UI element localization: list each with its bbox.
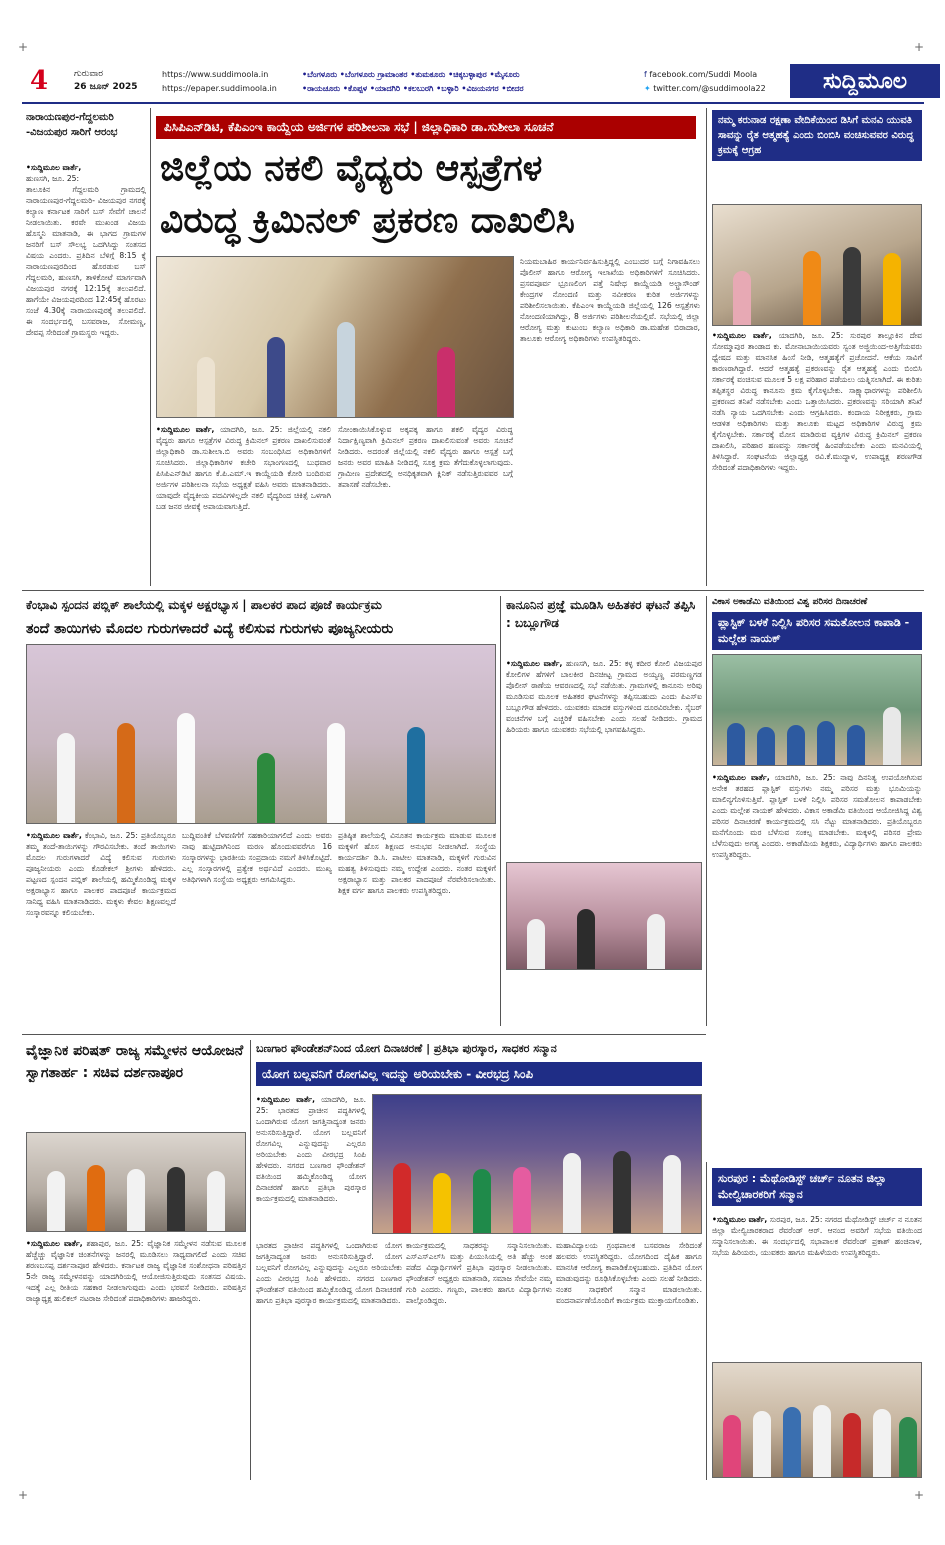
- photo-figure: [817, 721, 835, 765]
- photo-figure: [577, 909, 595, 969]
- photo-figure: [563, 1153, 581, 1233]
- dateline: ಯಾದಗಿರಿ, ಜೂ. 25:: [774, 773, 836, 782]
- story-right-top-headline: ನಮ್ಮ ಕರುನಾಡ ರಕ್ಷಣಾ ವೇದಿಕೆಯಿಂದ ಡಿಸಿಗೆ ಮನವಿ ಯುವತಿ ಸಾವನ್ನು ರೈತ ಆತ್ಮಹತ್ಯೆ ಎಂದು ಬಿಂಬಿಸಿ ವಂಚಿಸುವವರ ವಿರುದ್ಧ ಕ್ರಮಕ್ಕೆ ಆಗ್ರಹ: [712, 110, 922, 161]
- photo-figure: [663, 1155, 681, 1233]
- photo-figure: [883, 707, 901, 765]
- story-right-top-photo: [712, 204, 922, 326]
- byline: •ಸುದ್ದಿಮೂಲ ವಾರ್ತೆ,: [712, 773, 770, 782]
- photo-figure: [177, 713, 195, 823]
- photo-figure: [843, 1413, 861, 1477]
- photo-figure: [733, 271, 751, 325]
- dateline: ಸುರಪುರ, ಜೂ. 25:: [769, 1215, 823, 1224]
- story-text: ವೈಜ್ಞಾನಿಕ ಸಮ್ಮೇಳನ ನಡೆಸುವ ಮೂಲಕ ಹೆಚ್ಚೆಚ್ಚು ವೈಜ್ಞಾನಿಕ ಚಿಂತನೆಗಳನ್ನು ಜನರಲ್ಲಿ ಮೂಡಿಸಲು ಸಾಧ್ಯವಾಗಲಿದೆ ಎಂದು ಸಚಿವ ಶರಣಬಸಪ್ಪ ದರ್ಶನಾಪೂರ ಹೇಳಿದರು. ಕರ್ನಾಟಕ ರಾಜ್ಯ ವೈಜ್ಞಾನಿಕ ಸಂಶೋಧನಾ ಪರಿಷತ್ತಿನ 5ನೇ ರಾಜ್ಯ ಸಮ್ಮೇಳನವನ್ನು ಯಾದಗಿರಿಯಲ್ಲಿ ಆಯೋಜಿಸುತ್ತಿರುವುದು ಸಂತಸದ ವಿಷಯ. ಇದಕ್ಕೆ ಎಲ್ಲ ರೀತಿಯ ಸಹಕಾರ ನೀಡಲಾಗುವುದು ಎಂದು ಭರವಸೆ ನೀಡಿದರು. ಪರಿಷತ್ತಿನ ರಾಜ್ಯಾಧ್ಯಕ್ಷ ಹುಲಿಕಲ್ ನಟರಾಜ ಸೇರಿದಂತೆ ಪದಾಧಿಕಾರಿಗಳು ಹಾಜರಿದ್ದರು.: [26, 1239, 246, 1303]
- photo-figure: [117, 723, 135, 823]
- story-mid-left-headline: ತಂದೆ ತಾಯಿಗಳು ಮೊದಲ ಗುರುಗಳಾದರೆ ವಿದ್ಯೆ ಕಲಿಸುವ ಗುರುಗಳು ಪೂಜ್ಯನೀಯರು: [26, 621, 394, 637]
- story-text: ನಗರದ ಮೆಥೋಡಿಸ್ಟ್ ಚರ್ಚ್ ನ ನೂತನ ಜಿಲ್ಲಾ ಮೇಲ್ವಿಚಾರಕರಾದ ರೆವರೆಂಡ್ ಆರ್. ಆನಂದ ಅವರಿಗೆ ಸಭೆಯ ವತಿಯಿಂದ ಸನ್ಮಾನಿಸಲಾಯಿತು. ಈ ಸಂದರ್ಭದಲ್ಲಿ ಸಭಾಪಾಲಕ ರೆವರೆಂಡ್ ಪ್ರಕಾಶ್ ಹಂಚಿನಾಳ, ಸಭೆಯ ಹಿರಿಯರು, ಯುವಕರು ಹಾಗೂ ಮಹಿಳೆಯರು ಉಪಸ್ಥಿತರಿದ್ದರು.: [712, 1215, 922, 1257]
- story-mid-right-body: [712, 772, 922, 1156]
- byline: •ಸುದ್ದಿಮೂಲ ವಾರ್ತೆ,: [26, 1239, 83, 1248]
- dateline: ಯಾದಗಿರಿ, ಜೂ. 25:: [220, 425, 283, 434]
- story-mid-left-kicker: ಕೆಂಭಾವಿ ಸ್ಪಂದನ ಪಬ್ಲಿಕ್ ಶಾಲೆಯಲ್ಲಿ ಮಕ್ಕಳ ಅಕ್ಷರಭ್ಯಾಸ | ಪಾಲಕರ ಪಾದ ಪೂಜೆ ಕಾರ್ಯಕ್ರಮ: [26, 598, 382, 612]
- photo-figure: [847, 725, 865, 765]
- photo-figure: [873, 1409, 891, 1477]
- photo-figure: [613, 1151, 631, 1233]
- dateline: ಕೆಂಭಾವಿ, ಜೂ. 25:: [84, 831, 138, 840]
- story-mid-center-headline: ಕಾನೂನಿನ ಪ್ರಜ್ಞೆ ಮೂಡಿಸಿ ಅಹಿತಕರ ಘಟನೆ ತಪ್ಪಿಸಿ : ಬಬ್ಲೂಗೌಡ: [506, 598, 696, 630]
- photo-figure: [267, 337, 285, 417]
- story-bottom-left-headline: ವೈಜ್ಞಾನಿಕ ಪರಿಷತ್ ರಾಜ್ಯ ಸಮ್ಮೇಳನ ಆಯೋಜನೆ ಸ್ವಾಗತಾರ್ಹ : ಸಚಿವ ದರ್ಶನಾಪೂರ: [26, 1043, 244, 1081]
- brand-logo: ಸುದ್ದಿಮೂಲ: [790, 64, 940, 98]
- story-mid-right-kicker: ವಿಕಾಸ ಅಕಾಡೆಮಿ ವತಿಯಿಂದ ವಿಶ್ವ ಪರಿಸರ ದಿನಾಚರಣೆ: [712, 597, 868, 607]
- photo-figure: [843, 247, 861, 325]
- story-bottom-center-headline: ಯೋಗ ಬಲ್ಲವನಿಗೆ ರೋಗವಿಲ್ಲ ಇದನ್ನು ಅರಿಯಬೇಕು - ವೀರಭದ್ರ ಸಿಂಪಿ: [256, 1062, 702, 1086]
- lead-story-col3: ನಿಯಮಬಾಹಿರ ಕಾರ್ಯನಿರ್ವಹಿಸುತ್ತಿದ್ದಲ್ಲಿ ಎಂಬುದರ ಬಗ್ಗೆ ನಿಗಾವಹಿಸಲು ಪೊಲೀಸ್ ಹಾಗೂ ಆರೋಗ್ಯ ಇಲಾಖೆಯ ಅಧಿಕಾರಿಗಳಿಗೆ ಸೂಚಿಸಿದರು. ಪ್ರಸವಪೂರ್ವ ಭ್ರೂಣಲಿಂಗ ಪತ್ತೆ ನಿಷೇಧ ಕಾಯ್ದೆಯಡಿ ಅಲ್ಟ್ರಾಸೌಂಡ್ ಕೇಂದ್ರಗಳ ನೋಂದಣಿ ಮತ್ತು ನವೀಕರಣ ಕುರಿತ ಅರ್ಜಿಗಳನ್ನು ಪರಿಶೀಲಿಸಲಾಯಿತು. ಕೆಪಿಎಂಇ ಕಾಯ್ದೆಯಡಿ ಜಿಲ್ಲೆಯಲ್ಲಿ 126 ಆಸ್ಪತ್ರೆಗಳು ನೋಂದಣಿಯಾಗಿದ್ದು, 8 ಅರ್ಜಿಗಳು ಪರಿಶೀಲನೆಯಲ್ಲಿವೆ. ಸಭೆಯಲ್ಲಿ ಜಿಲ್ಲಾ ಆರೋಗ್ಯ ಮತ್ತು ಕುಟುಂಬ ಕಲ್ಯಾಣ ಅಧಿಕಾರಿ ಡಾ.ಮಹೇಶ ಬಿರಾದಾರ, ತಾಲೂಕು ಆರೋಗ್ಯ ಅಧಿಕಾರಿಗಳು ಉಪಸ್ಥಿತರಿದ್ದರು.: [520, 257, 700, 343]
- section-rule: [22, 1034, 706, 1035]
- column-rule: [706, 1162, 707, 1480]
- photo-figure: [437, 347, 455, 417]
- photo-figure: [433, 1173, 451, 1233]
- story-bottom-center-col4: ಮಹಾವಿದ್ಯಾಲಯ ಗ್ರಂಥಪಾಲಕ ಬಸವರಾಜ ಸೇರಿದಂತೆ ಹಲವರು ಉಪಸ್ಥಿತರಿದ್ದರು. ಯೋಗದಿಂದ ದೈಹಿಕ ಹಾಗೂ ಮಾನಸಿಕ ಆರೋಗ್ಯ ಕಾಪಾಡಿಕೊಳ್ಳಬಹುದು. ಪ್ರತಿದಿನ ಯೋಗ ಮಾಡುವುದನ್ನು ರೂಢಿಸಿಕೊಳ್ಳಬೇಕು ಎಂದು ಸಲಹೆ ನೀಡಿದರು. ನಂತರ ಸಾಧಕರಿಗೆ ಸನ್ಮಾನ ಮಾಡಲಾಯಿತು. ವಂದನಾರ್ಪಣೆಯೊಂದಿಗೆ ಕಾರ್ಯಕ್ರಮ ಮುಕ್ತಾಯಗೊಂಡಿತು.: [556, 1241, 702, 1305]
- byline: •ಸುದ್ದಿಮೂಲ ವಾರ್ತೆ,: [506, 659, 563, 668]
- website-link[interactable]: https://www.suddimoola.in: [162, 70, 269, 79]
- lead-story-headline-2: ವಿರುದ್ಧ ಕ್ರಿಮಿನಲ್ ಪ್ರಕರಣ ದಾಖಲಿಸಿ: [160, 199, 575, 241]
- story-bottom-left-photo: [26, 1132, 246, 1232]
- story-mid-center-photo: [506, 862, 702, 970]
- issue-full-date: 26 ಜೂನ್ 2025: [74, 82, 138, 92]
- page-number: 4: [30, 66, 49, 96]
- story-text: ಸುರಪುರ ತಾಲ್ಲೂಕಿನ ದೇವ ಸೋಮ್ಮಾಪುರ ತಾಂಡಾದ ಕು. ಮೋನಾಬಾಯಿಯವರು ಸ್ವಂತ ಅಜ್ಜಿಯಿಂದ-ಅತ್ತಿಗೆಯವರು ಧ್ವೇಷದ ಮತ್ತು ಮಾನಸಿಕ ಹಿಂಸೆ ನೀಡಿ, ಆತ್ಮಹತ್ಯೆಗೆ ಪ್ರಚೋದನೆ. ಆಕೆಯ ಸಾವಿಗೆ ಕಾರಣರಾಗಿದ್ದಾರೆ. ಆದರೆ ಆತ್ಮಹತ್ಯೆ ಪ್ರಕರಣವನ್ನು ರೈತ ಆತ್ಮಹತ್ಯೆ ಎಂದು ಬಿಂಬಿಸಿ ಸರ್ಕಾರಕ್ಕೆ ವಂಚಿಸುವ ಮೂಲಕ 5 ಲಕ್ಷ ಪರಿಹಾರ ಪಡೆಯಲು ಯತ್ನಿಸಲಾಗಿದೆ. ಈ ಕುರಿತು ತಪ್ಪಿತಸ್ಥರ ವಿರುದ್ಧ ಕಾನೂನು ಕ್ರಮ ಕೈಗೊಳ್ಳಬೇಕು. ಸಾಕ್ಷ್ಯಾಧಾರಗಳನ್ನು ಪರಿಶೀಲಿಸಿ ಪ್ರಕರಣದ ತನಿಖೆ ನಡೆಸಬೇಕು ಎಂದು ಒತ್ತಾಯಿಸಿದರು. ಪ್ರಕರಣವನ್ನು ಸರಿಯಾಗಿ ತನಿಖೆ ನಡೆಸಿ ನ್ಯಾಯ ಒದಗಿಸಬೇಕು ಎಂದು ಆಗ್ರಹಿಸಿದರು. ಕಂದಾಯ ನಿರೀಕ್ಷಕರು, ಗ್ರಾಮ ಆಡಳಿತ ಅಧಿಕಾರಿಗಳು ಮತ್ತು ತಾಲೂಕು ಮಟ್ಟದ ಅಧಿಕಾರಿಗಳ ವಿರುದ್ಧ ಕ್ರಮ ಕೈಗೊಳ್ಳಬೇಕು. ಸರ್ಕಾರಕ್ಕೆ ಮೋಸ ಮಾಡಿರುವ ವ್ಯಕ್ತಿಗಳ ವಿರುದ್ಧ ಕ್ರಿಮಿನಲ್ ಪ್ರಕರಣ ದಾಖಲಿಸಿ, ಪರಿಹಾರ ಹಣವನ್ನು ಸರ್ಕಾರಕ್ಕೆ ಹಿಂಪಡೆಯಬೇಕು ಎಂದು ಮನವಿಯಲ್ಲಿ ತಿಳಿಸಿದ್ದಾರೆ. ಸಂಘಟನೆಯ ಜಿಲ್ಲಾಧ್ಯಕ್ಷ ರವಿ.ಕೆ.ಮುದ್ನಾಳ, ಉಪಾಧ್ಯಕ್ಷ ಶರಣಗೌಡ ಸೇರಿದಂತೆ ಪದಾಧಿಕಾರಿಗಳು ಇದ್ದರು.: [712, 331, 922, 472]
- photo-figure: [787, 725, 805, 765]
- epaper-link[interactable]: https://epaper.suddimoola.in: [162, 84, 277, 93]
- byline: •ಸುದ್ದಿಮೂಲ ವಾರ್ತೆ,: [26, 163, 82, 172]
- story-mid-left-col3: ಪ್ರತಿಷ್ಠಿತ ಶಾಲೆಯಲ್ಲಿ ವಿನೂತನ ಕಾರ್ಯಕ್ರಮ ಮಾಡುವ ಮೂಲಕ ಮಕ್ಕಳಿಗೆ ಹೊಸ ಶಿಕ್ಷಣದ ಅನುಭವ ನೀಡಲಾಗಿದೆ. ಸಂಸ್ಥೆಯ ಕಾರ್ಯದರ್ಶಿ ಡಿ.ಸಿ. ಪಾಟೀಲ ಮಾತನಾಡಿ, ಮಕ್ಕಳಿಗೆ ಗುರುವಿನ ಮಹತ್ವ ತಿಳಿಸುವುದು ನಮ್ಮ ಉದ್ದೇಶ ಎಂದರು. ನಂತರ ಮಕ್ಕಳಿಗೆ ಅಕ್ಷರಾಭ್ಯಾಸ ಮತ್ತು ಪಾಲಕರ ಪಾದಪೂಜೆ ನೆರವೇರಿಸಲಾಯಿತು. ಶಿಕ್ಷಕ ವರ್ಗ ಹಾಗೂ ಪಾಲಕರು ಉಪಸ್ಥಿತರಿದ್ದರು.: [338, 831, 496, 895]
- lead-story-col1: [156, 424, 331, 574]
- photo-figure: [813, 1405, 831, 1477]
- column-rule: [500, 596, 501, 1026]
- registration-mark-tr: +: [914, 40, 925, 54]
- issue-day: ಗುರುವಾರ: [74, 69, 104, 79]
- byline: •ಸುದ್ದಿಮೂಲ ವಾರ್ತೆ,: [712, 331, 772, 340]
- twitter-handle: twitter.com/@suddimoola22: [653, 84, 766, 93]
- story-text: ಜಿಲ್ಲೆಯಲ್ಲಿ ನಕಲಿ ವೈದ್ಯರು ಹಾಗೂ ಆಸ್ಪತ್ರೆಗಳ ವಿರುದ್ಧ ಕ್ರಿಮಿನಲ್ ಪ್ರಕರಣ ದಾಖಲಿಸುವಂತೆ ಜಿಲ್ಲಾಧಿಕಾರಿ ಡಾ.ಸುಶೀಲಾ.ಬಿ ಅವರು ಸಂಬಂಧಿಸಿದ ಅಧಿಕಾರಿಗಳಿಗೆ ಸೂಚಿಸಿದರು. ಜಿಲ್ಲಾಧಿಕಾರಿಗಳ ಕಚೇರಿ ಸಭಾಂಗಣದಲ್ಲಿ ಬುಧವಾರ ಪಿಸಿಪಿಎನ್‌ಡಿಟಿ ಹಾಗೂ ಕೆ.ಪಿ.ಎಮ್.ಇ ಕಾಯ್ದೆಯಡಿ ಕೋರಿ ಬಂದಿರುವ ಅರ್ಜಿಗಳ ಪರಿಶೀಲನಾ ಸಭೆಯ ಅಧ್ಯಕ್ಷತೆ ವಹಿಸಿ ಅವರು ಮಾತನಾಡಿದರು. ಯಾವುದೇ ವೈದ್ಯಕೀಯ ಪದವಿಗಳಿಲ್ಲದೇ ನಕಲಿ ವೈದ್ಯರಿಂದ ಚಿಕಿತ್ಸೆ ಒಳಗಾಗಿ ಬಡ ಜನರ ಜೀವಕ್ಕೆ ಅಪಾಯವಾಗುತ್ತಿದೆ.: [156, 425, 331, 511]
- photo-figure: [757, 727, 775, 765]
- photo-figure: [527, 919, 545, 969]
- story-left-top-body: [26, 162, 146, 577]
- story-text: ಪ್ರತಿಯೊಬ್ಬರೂ ತಮ್ಮ ತಂದೆ-ತಾಯಿಗಳನ್ನು ಗೌರವಿಸಬೇಕು. ತಂದೆ ತಾಯಿಗಳು ಮೊದಲ ಗುರುಗಳಾದರೆ ವಿದ್ಯೆ ಕಲಿಸುವ ಗುರುಗಳು ಪೂಜ್ಯನೀಯರು ಎಂದು ಕೊಡೇಕಲ್ ಶ್ರೀಗಳು ಹೇಳಿದರು. ಪಟ್ಟಣದ ಸ್ಪಂದನ ಪಬ್ಲಿಕ್ ಶಾಲೆಯಲ್ಲಿ ಹಮ್ಮಿಕೊಂಡಿದ್ದ ಮಕ್ಕಳ ಅಕ್ಷರಾಭ್ಯಾಸ ಹಾಗೂ ಪಾಲಕರ ಪಾದಪೂಜೆ ಕಾರ್ಯಕ್ರಮದ ಸಾನಿಧ್ಯ ವಹಿಸಿ ಮಾತನಾಡಿದರು. ಮಕ್ಕಳು ಕೇವಲ ಶಿಕ್ಷಣವಲ್ಲದೆ ಸಂಸ್ಕಾರವನ್ನೂ ಕಲಿಯಬೇಕು.: [26, 831, 176, 917]
- dateline: ಯಾದಗಿರಿ, ಜೂ. 25:: [778, 331, 844, 340]
- story-bottom-center-kicker: ಬಣಗಾರ ಫೌಂಡೇಶನ್‌ನಿಂದ ಯೋಗ ದಿನಾಚರಣೆ | ಪ್ರತಿಭಾ ಪುರಸ್ಕಾರ, ಸಾಧಕರ ಸನ್ಮಾನ: [256, 1042, 557, 1055]
- story-bottom-right-body: [712, 1214, 922, 1356]
- photo-figure: [883, 253, 901, 325]
- photo-figure: [727, 723, 745, 765]
- registration-mark-br: +: [914, 1488, 925, 1502]
- dateline: ಹುಣಸಗಿ, ಜೂ. 25:: [565, 659, 622, 668]
- issue-date: [74, 68, 138, 94]
- story-text: ಭಾರತದ ಪ್ರಾಚೀನ ಪದ್ಧತಿಗಳಲ್ಲಿ ಒಂದಾಗಿರುವ ಯೋಗ ಜಗತ್ತಿನಾದ್ಯಂತ ಜನರು ಅನುಸರಿಸುತ್ತಿದ್ದಾರೆ. ಯೋಗ ಬಲ್ಲವನಿಗೆ ರೋಗವಿಲ್ಲ ಎನ್ನುವುದನ್ನು ಎಲ್ಲರೂ ಅರಿಯಬೇಕು ಎಂದು ವೀರಭದ್ರ ಸಿಂಪಿ ಹೇಳಿದರು. ನಗರದ ಬಣಗಾರ ಫೌಂಡೇಶನ್ ವತಿಯಿಂದ ಹಮ್ಮಿಕೊಂಡಿದ್ದ ಯೋಗ ದಿನಾಚರಣೆ ಹಾಗೂ ಪ್ರತಿಭಾ ಪುರಸ್ಕಾರ ಕಾರ್ಯಕ್ರಮದಲ್ಲಿ ಮಾತನಾಡಿದರು.: [256, 1106, 366, 1203]
- column-rule: [250, 1040, 251, 1480]
- photo-figure: [513, 1167, 531, 1233]
- byline: •ಸುದ್ದಿಮೂಲ ವಾರ್ತೆ,: [256, 1095, 315, 1104]
- story-mid-left-col1: [26, 830, 176, 1020]
- cities-line-2: •ರಾಯಚೂರು •ಕೊಪ್ಪಳ •ಯಾದಗಿರಿ •ಕಲಬುರಗಿ •ಬಳ್ಳಾರಿ •ವಿಜಯನಗರ •ಬೀದರ: [302, 84, 524, 93]
- photo-figure: [337, 322, 355, 417]
- dateline: ಹುಣಸಗಿ, ಜೂ. 25:: [26, 174, 80, 183]
- photo-figure: [57, 733, 75, 823]
- web-links: [162, 68, 277, 96]
- registration-mark-bl: +: [18, 1488, 29, 1502]
- photo-figure: [753, 1411, 771, 1477]
- story-left-top-headline: ನಾರಾಯಣಪುರ-ಗೆದ್ದಲಮರಿ -ವಿಜಯಪುರ ಸಾರಿಗೆ ಆರಂಭ: [26, 112, 118, 138]
- edition-cities: [302, 68, 524, 96]
- photo-figure: [783, 1407, 801, 1477]
- story-bottom-right-photo: [712, 1362, 922, 1478]
- dateline: ಯಾದಗಿರಿ, ಜೂ. 25:: [256, 1095, 366, 1115]
- story-mid-left-col2: ಬುದ್ದಿವಂತಿಕೆ ಬೆಳವಣಿಗೆಗೆ ಸಹಕಾರಿಯಾಗಲಿದೆ ಎಂದು ಅವರು ನಾವು ಹುಟ್ಟಿದಾಗಿನಿಂದ ಮರಣ ಹೊಂದುವವರೆಗೂ 16 ಸಂಸ್ಕಾರಗಳನ್ನು ಭಾರತೀಯ ಸಂಪ್ರದಾಯ ನಮಗೆ ತಿಳಿಸಿಕೊಟ್ಟಿದೆ. ಎಲ್ಲ ಸಂಸ್ಕಾರಗಳಲ್ಲಿ ಪ್ರತ್ಯೇಕ ಅರ್ಥವಿದೆ ಎಂದರು. ಮುಖ್ಯ ಅತಿಥಿಗಳಾಗಿ ಸಂಸ್ಥೆಯ ಅಧ್ಯಕ್ಷರು ಆಗಮಿಸಿದ್ದರು.: [182, 831, 332, 884]
- photo-figure: [723, 1415, 741, 1477]
- photo-figure: [899, 1417, 917, 1477]
- story-text: ಕಳ್ಳ ಕದೀರ ಕೋಲಿ ವಿಜಯಪುರ ಕೋಲಿಗಳ ಹೆಗಳಿಗೆ ಬಾಲಕೀರ ದಿನಚೀಟ್ಟ ಗ್ರಾಮದ ಅಯ್ಯಣ್ಣ ಪರಮಣ್ಣಗಡ ಪೊಲೀಸ್ ಠಾಣೆಯ ಆವರಣದಲ್ಲಿ ಸಭೆ ನಡೆಯಿತು. ಗ್ರಾಮಗಳಲ್ಲಿ ಕಾನೂನು ಅರಿವು ಮೂಡಿಸುವ ಮೂಲಕ ಅಹಿತಕರ ಘಟನೆಗಳನ್ನು ತಪ್ಪಿಸಬಹುದು ಎಂದು ಪಿಎಸ್ಐ ಬಬ್ಲೂಗೌಡ ಹೇಳಿದರು. ಯುವಕರು ಮಾದಕ ವಸ್ತುಗಳಿಂದ ದೂರವಿರಬೇಕು. ಸೈಬರ್ ವಂಚನೆಗಳ ಬಗ್ಗೆ ಎಚ್ಚರಿಕೆ ವಹಿಸಬೇಕು ಎಂದು ಸಲಹೆ ನೀಡಿದರು. ಗ್ರಾಮದ ಹಿರಿಯರು ಹಾಗೂ ಯುವಕರು ಸಭೆಯಲ್ಲಿ ಭಾಗವಹಿಸಿದ್ದರು.: [506, 659, 702, 734]
- section-rule: [22, 590, 924, 591]
- masthead-divider: [22, 102, 924, 104]
- story-bottom-center-col1: [256, 1094, 366, 1234]
- photo-figure: [647, 914, 665, 969]
- story-bottom-center-col2: ಭಾರತದ ಪ್ರಾಚೀನ ಪದ್ಧತಿಗಳಲ್ಲಿ ಒಂದಾಗಿರುವ ಯೋಗ ಜಗತ್ತಿನಾದ್ಯಂತ ಜನರು ಅನುಸರಿಸುತ್ತಿದ್ದಾರೆ. ಯೋಗ ಬಲ್ಲವನಿಗೆ ರೋಗವಿಲ್ಲ ಎನ್ನುವುದನ್ನು ಎಲ್ಲರೂ ಅರಿಯಬೇಕು ಎಂದು ವೀರಭದ್ರ ಸಿಂಪಿ ಹೇಳಿದರು. ನಗರದ ಬಣಗಾರ ಫೌಂಡೇಶನ್ ವತಿಯಿಂದ ಹಮ್ಮಿಕೊಂಡಿದ್ದ ಯೋಗ ದಿನಾಚರಣೆ ಹಾಗೂ ಪ್ರತಿಭಾ ಪುರಸ್ಕಾರ ಕಾರ್ಯಕ್ರಮದಲ್ಲಿ ಮಾತನಾಡಿದರು.: [256, 1241, 402, 1305]
- byline: •ಸುದ್ದಿಮೂಲ ವಾರ್ತೆ,: [26, 831, 82, 840]
- story-right-top-body: [712, 330, 922, 580]
- dateline: ಶಹಾಪುರ, ಜೂ. 25:: [86, 1239, 144, 1248]
- story-mid-right-photo: [712, 654, 922, 766]
- photo-figure: [127, 1169, 145, 1231]
- story-bottom-center-photo: [372, 1094, 702, 1234]
- masthead: [22, 62, 924, 102]
- photo-figure: [327, 723, 345, 823]
- facebook-handle: facebook.com/Suddi Moola: [649, 70, 758, 79]
- byline: •ಸುದ್ದಿಮೂಲ ವಾರ್ತೆ,: [712, 1215, 768, 1224]
- story-mid-center-body: [506, 658, 702, 854]
- story-text: ನಾವು ದಿನನಿತ್ಯ ಉಪಯೋಗಿಸುವ ಅನೇಕ ತರಹದ ಪ್ಲಾಸ್ಟಿಕ್ ವಸ್ತುಗಳು ನಮ್ಮ ಪರಿಸರ ಮತ್ತು ಭೂಮಿಯನ್ನು ಮಾಲಿನ್ಯಗೊಳಿಸುತ್ತಿವೆ. ಪ್ಲಾಸ್ಟಿಕ್ ಬಳಕೆ ನಿಲ್ಲಿಸಿ ಪರಿಸರ ಸಮತೋಲನ ಕಾಪಾಡಬೇಕು ಎಂದು ಮಲ್ಲೇಶ ನಾಯಕ್ ಹೇಳಿದರು. ವಿಕಾಸ ಅಕಾಡೆಮಿ ವತಿಯಿಂದ ಆಯೋಜಿಸಿದ್ದ ವಿಶ್ವ ಪರಿಸರ ದಿನಾಚರಣೆ ಕಾರ್ಯಕ್ರಮದಲ್ಲಿ ಸಸಿ ನೆಟ್ಟು ಮಾತನಾಡಿದರು. ಪ್ರತಿಯೊಬ್ಬರೂ ಮನೆಗೊಂದು ಮರ ಬೆಳೆಸುವ ಸಂಕಲ್ಪ ಮಾಡಬೇಕು. ಮಕ್ಕಳಲ್ಲಿ ಪರಿಸರ ಪ್ರೇಮ ಬೆಳೆಸುವುದು ಅಗತ್ಯ ಎಂದರು. ಅಕಾಡೆಮಿಯ ಶಿಕ್ಷಕರು, ವಿದ್ಯಾರ್ಥಿಗಳು ಹಾಗೂ ಪಾಲಕರು ಉಪಸ್ಥಿತರಿದ್ದರು.: [712, 773, 922, 859]
- story-bottom-left-body: [26, 1238, 246, 1478]
- lead-story-headline-1: ಜಿಲ್ಲೆಯ ನಕಲಿ ವೈದ್ಯರು ಆಸ್ಪತ್ರೆಗಳ: [160, 147, 543, 189]
- story-bottom-center-col3: ಕಾರ್ಯಕ್ರಮದಲ್ಲಿ ಸಾಧಕರನ್ನು ಸನ್ಮಾನಿಸಲಾಯಿತು. ಎಸ್ಎಸ್ಎಲ್‌ಸಿ ಮತ್ತು ಪಿಯುಸಿಯಲ್ಲಿ ಅತಿ ಹೆಚ್ಚು ಅಂಕ ಪಡೆದ ವಿದ್ಯಾರ್ಥಿಗಳಿಗೆ ಪ್ರತಿಭಾ ಪುರಸ್ಕಾರ ನೀಡಲಾಯಿತು. ಫೌಂಡೇಶನ್ ಅಧ್ಯಕ್ಷರು ಮಾತನಾಡಿ, ಸಮಾಜ ಸೇವೆಯೇ ನಮ್ಮ ಗುರಿ ಎಂದರು. ಗಣ್ಯರು, ಪಾಲಕರು ಹಾಗೂ ವಿದ್ಯಾರ್ಥಿಗಳು ಪಾಲ್ಗೊಂಡಿದ್ದರು.: [406, 1241, 552, 1305]
- lead-story-photo: [156, 256, 514, 418]
- column-rule: [706, 108, 707, 586]
- photo-figure: [197, 357, 215, 417]
- facebook-link[interactable]: [644, 68, 766, 82]
- photo-figure: [167, 1167, 185, 1231]
- photo-figure: [47, 1171, 65, 1231]
- photo-figure: [257, 753, 275, 823]
- lead-story-col2: ಸೋಂಕಾಯಿಸಿಕೊಳ್ಳುವ ಅಕ್ಕಪಕ್ಕ ಹಾಗೂ ಶಕಲಿ ವೈದ್ಯರ ವಿರುದ್ಧ ನಿರ್ದಾಕ್ಷಿಣ್ಯವಾಗಿ ಕ್ರಿಮಿನಲ್ ಪ್ರಕರಣ ದಾಖಲಿಸುವಂತೆ ಅವರು ಸೂಚನೆ ನೀಡಿದರು. ಅದರಂತೆ ಜಿಲ್ಲೆಯಲ್ಲಿ ನಕಲಿ ವೈದ್ಯರು ಹಾಗೂ ಆಸ್ಪತ್ರೆ ಬಗ್ಗೆ ಜನರು ಅವರ ಮಾಹಿತಿ ನೀಡಿದಲ್ಲಿ ಸೂಕ್ತ ಕ್ರಮ ತೆಗೆದುಕೊಳ್ಳಲಾಗುವುದು. ಗ್ರಾಮೀಣ ಪ್ರದೇಶದಲ್ಲಿ ಅನಧಿಕೃತವಾಗಿ ಕ್ಲಿನಿಕ್ ನಡೆಸುತ್ತಿರುವವರ ಬಗ್ಗೆ ತಪಾಸಣೆ ನಡೆಸಬೇಕು.: [338, 425, 513, 489]
- registration-mark-tl: +: [18, 40, 29, 54]
- byline: •ಸುದ್ದಿಮೂಲ ವಾರ್ತೆ,: [156, 425, 215, 434]
- photo-figure: [207, 1171, 225, 1231]
- twitter-icon: ✦: [644, 84, 654, 93]
- story-text: ತಾಲೂಕಿನ ಗೆದ್ದಲಮರಿ ಗ್ರಾಮದಲ್ಲಿ ನಾರಾಯಣಪುರ-ಗೆದ್ದಲಮರಿ- ವಿಜಯಪುರ ನಗರಕ್ಕೆ ಕಲ್ಯಾಣ ಕರ್ನಾಟಕ ಸಾರಿಗೆ ಬಸ್ ಸೇವೆಗೆ ಚಾಲನೆ ನೀಡಲಾಯಿತು. ಕರವೇ ಮುಖಂಡ ವಿಜಯ ಹೊಸ್ಮನಿ ಮಾತನಾಡಿ, ಈ ಭಾಗದ ಗ್ರಾಮಗಳ ಜನರಿಗೆ ಬಸ್ ಸೌಲಭ್ಯ ಒದಗಿಸಿದ್ದು ಸಂತಸದ ವಿಷಯ ಎಂದರು. ಪ್ರತಿದಿನ ಬೆಳಿಗ್ಗೆ 8:15 ಕ್ಕೆ ನಾರಾಯಣಪುರದಿಂದ ಹೊರಡುವ ಬಸ್ ಗೆದ್ದಲಮರಿ, ಹುಣಸಗಿ, ತಾಳಿಕೋಟೆ ಮಾರ್ಗವಾಗಿ ವಿಜಯಪುರ ನಗರಕ್ಕೆ 12:15ಕ್ಕೆ ತಲುಪಲಿದೆ. ಹಾಗೆಯೇ ವಿಜಯಪುರದಿಂದ 12:45ಕ್ಕೆ ಹೊರಟು ಸಂಜೆ 4.30ಕ್ಕೆ ನಾರಾಯಣಪುರಕ್ಕೆ ತಲುಪಲಿದೆ. ಈ ಸಂದರ್ಭದಲ್ಲಿ ಬಸವರಾಜ, ಸೋಮಣ್ಣ, ದೇವಪ್ಪ ಸೇರಿದಂತೆ ಗ್ರಾಮಸ್ಥರು ಇದ್ದರು.: [26, 185, 146, 337]
- photo-figure: [87, 1165, 105, 1231]
- story-mid-left-photo: [26, 644, 496, 824]
- twitter-link[interactable]: [644, 82, 766, 96]
- photo-figure: [473, 1169, 491, 1233]
- story-bottom-right-headline: ಸುರಪುರ : ಮೆಥೋಡಿಸ್ಟ್ ಚರ್ಚ್ ನೂತನ ಜಿಲ್ಲಾ ಮೇಲ್ವಿಚಾರಕರಿಗೆ ಸನ್ಮಾನ: [712, 1168, 922, 1206]
- story-mid-right-headline: ಪ್ಲಾಸ್ಟಿಕ್ ಬಳಕೆ ನಿಲ್ಲಿಸಿ ಪರಿಸರ ಸಮತೋಲನ ಕಾಪಾಡಿ - ಮಲ್ಲೇಶ ನಾಯಕ್: [712, 612, 922, 650]
- facebook-icon: f: [644, 70, 650, 79]
- lead-story-kicker: ಪಿಸಿಪಿಎನ್‌ಡಿಟಿ, ಕೆಪಿಎಂಇ ಕಾಯ್ದೆಯ ಅರ್ಜಿಗಳ ಪರಿಶೀಲನಾ ಸಭೆ | ಜಿಲ್ಲಾಧಿಕಾರಿ ಡಾ.ಸುಶೀಲಾ ಸೂಚನೆ: [156, 116, 696, 139]
- column-rule: [706, 596, 707, 1026]
- cities-line-1: •ಬೆಂಗಳೂರು •ಬೆಂಗಳೂರು ಗ್ರಾಮಾಂತರ •ತುಮಕೂರು •ಚಿಕ್ಕಬಳ್ಳಾಪುರ •ಮೈಸೂರು: [302, 70, 520, 79]
- social-links: [644, 68, 766, 96]
- photo-figure: [803, 251, 821, 325]
- column-rule: [150, 108, 151, 586]
- photo-figure: [407, 727, 425, 823]
- photo-figure: [393, 1163, 411, 1233]
